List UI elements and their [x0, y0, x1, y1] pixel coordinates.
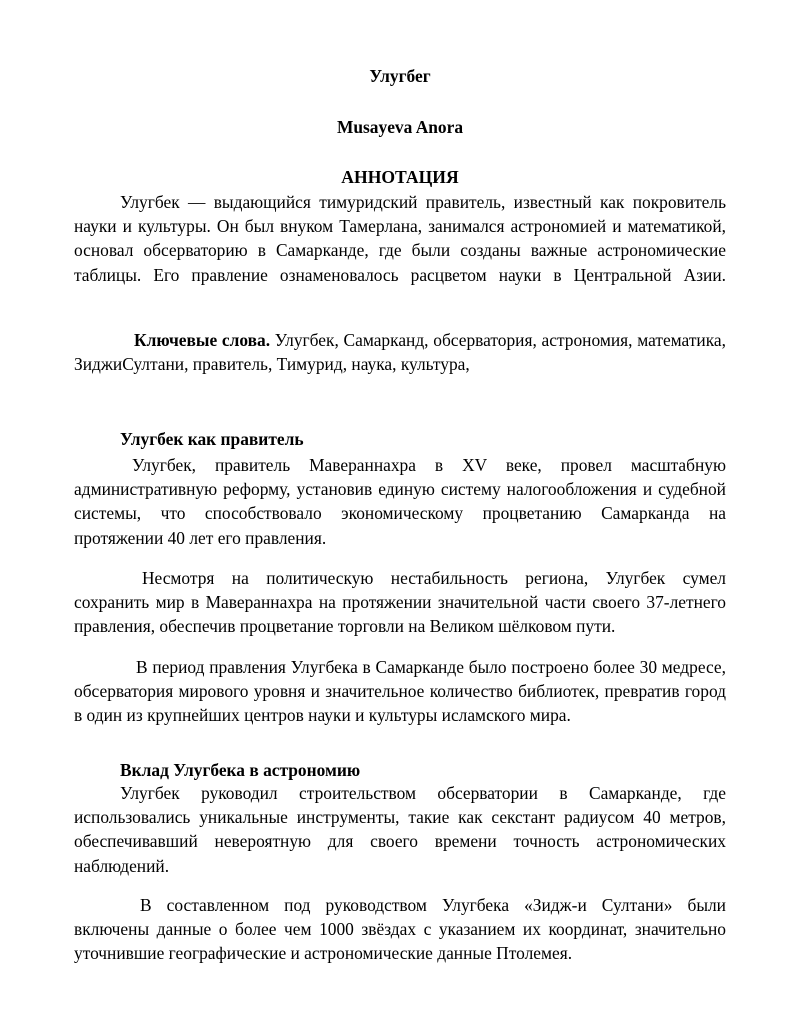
keywords-label: Ключевые слова. — [134, 330, 271, 350]
astronomy-paragraph-1: Улугбек руководил строительством обсерватории в Самарканде, где использовались уникальные инструменты, такие как секстант радиусом 40 метров, обеспечивавший невероятную для своего времени точность астрономических наблюдений. — [74, 783, 726, 876]
ruler-paragraph-3: В период правления Улугбека в Самарканде было построено более 30 медресе, обсерватория мирового уровня и значительное количество библиотек, превратив город в один из крупнейших центров науки и культуры исламского мира. — [74, 657, 726, 726]
section-heading-ruler: Улугбек как правитель — [120, 429, 304, 449]
keywords-text: Улугбек, Самарканд, обсерватория, астрономия, математика, ЗиджиСултани, правитель, Тимурид, наука, культура, — [74, 330, 726, 375]
astronomy-paragraph-2: В составленном под руководством Улугбека «Зидж-и Султани» были включены данные о более чем 1000 звёздах с указанием их координат, значительно уточнившие географические и астрономические данные Птолемея. — [74, 895, 726, 964]
document-title: Улугбег — [369, 66, 431, 86]
ruler-paragraph-2: Несмотря на политическую нестабильность региона, Улугбек сумел сохранить мир в Мавераннахра на протяжении значительной части своего 37-летнего правления, обеспечив процветание торговли на Великом шёлковом пути. — [74, 568, 726, 637]
keywords-paragraph — [74, 328, 726, 376]
section-heading-astronomy: Вклад Улугбека в астрономию — [120, 760, 361, 780]
annotation-paragraph: Улугбек — выдающийся тимуридский правитель, известный как покровитель науки и культуры. Он был внуком Тамерлана, занимался астрономией и математикой, основал обсерваторию в Самарканде, где были созданы важные астрономические таблицы. Его правление ознаменовалось расцветом науки в Центральной Азии. — [74, 192, 726, 285]
document-author: Musayeva Anora — [336, 117, 464, 137]
annotation-heading: АННОТАЦИЯ — [341, 167, 459, 187]
ruler-paragraph-1: Улугбек, правитель Мавераннахра в XV веке, провел масштабную административную реформу, установив единую систему налогообложения и судебной системы, что способствовало экономическому процветанию Самарканда на протяжении 40 лет его правления. — [74, 455, 726, 548]
